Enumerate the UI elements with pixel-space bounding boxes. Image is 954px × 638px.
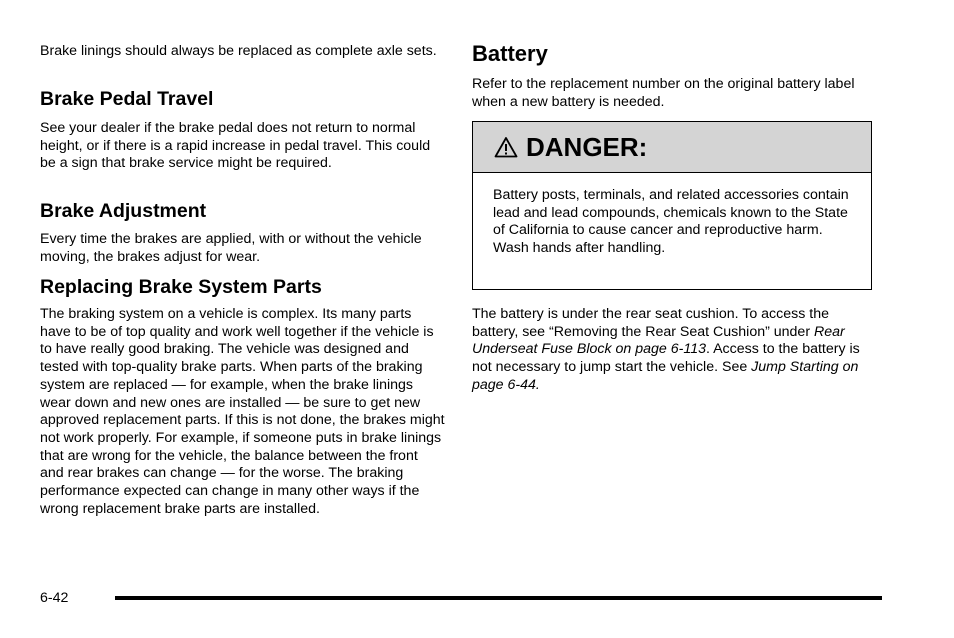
battery-heading: Battery (472, 41, 548, 66)
battery-text: Refer to the replacement number on the original battery label when a new battery is needed. (472, 76, 855, 110)
replacing-brake-parts-text: The braking system on a vehicle is complex. Its many parts have to be of top quality and work well together if the vehicle is to have really good braking. The vehicle was designed and tested with top-quality brake parts. When parts of the braking system are replaced — for example, when the brake linings wear down and new ones are installed — be sure to get new approved replacement parts. If this is not done, the brakes might not work properly. For example, if someone puts in brake linings that are wrong for the vehicle, the balance between the front and rear brakes can change — for the worse. The braking performance expected can change in many other ways if the wrong replacement brake parts are installed. (40, 306, 445, 517)
battery-location-part1: The battery is under the rear seat cushion. To access the battery, see “Removing the Rear Seat Cushion” under (472, 306, 829, 340)
brake-adjustment-text: Every time the brakes are applied, with or without the vehicle moving, the brakes adjust for wear. (40, 231, 422, 265)
battery-location-part2: . Access to the battery is not necessary to jump start the vehicle. See (472, 341, 860, 376)
brake-pedal-travel-text: See your dealer if the brake pedal does not return to normal height, or if there is a rapid increase in pedal travel. This could be a sign that brake service might be required. (40, 120, 431, 172)
jump-starting-reference-link[interactable]: Jump Starting on page 6-44. (472, 359, 859, 393)
danger-header (473, 122, 871, 173)
intro-paragraph: Brake linings should always be replaced as complete axle sets. (40, 43, 437, 59)
fuse-block-reference-link[interactable]: Rear Underseat Fuse Block on page 6-113 (472, 323, 845, 358)
footer-rule (115, 596, 882, 600)
brake-pedal-travel-heading: Brake Pedal Travel (40, 88, 214, 110)
danger-box (472, 121, 872, 290)
danger-title: DANGER: (526, 132, 648, 162)
page-number: 6-42 (40, 590, 69, 606)
warning-triangle-icon (494, 136, 518, 158)
battery-location-text (472, 306, 872, 395)
replacing-brake-parts-heading: Replacing Brake System Parts (40, 276, 322, 298)
danger-text: Battery posts, terminals, and related accessories contain lead and lead compounds, chemicals known to the State of California to cause cancer and reproductive harm. Wash hands after handling. (493, 187, 849, 257)
danger-body (473, 173, 871, 258)
brake-adjustment-heading: Brake Adjustment (40, 200, 207, 222)
